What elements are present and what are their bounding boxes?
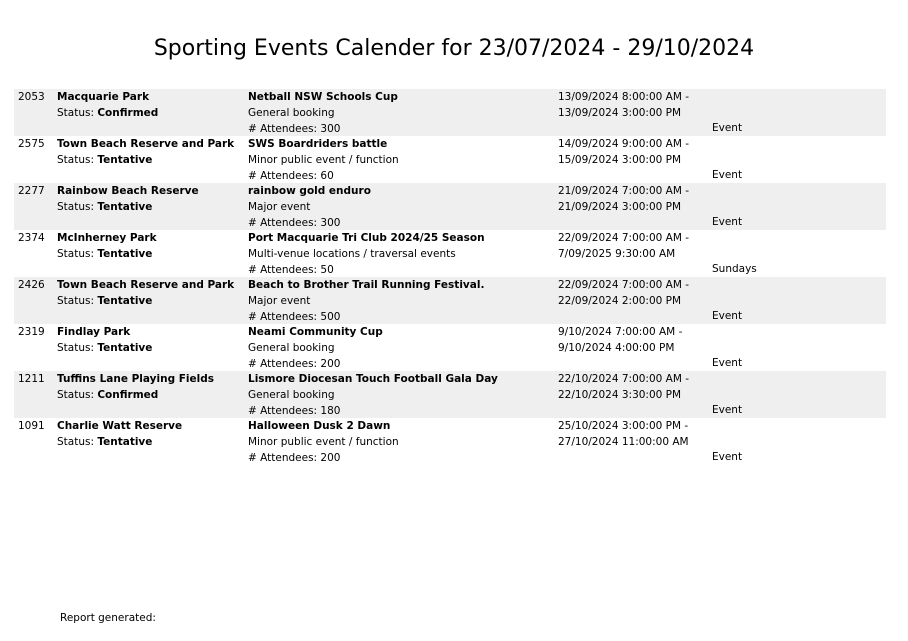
event-type: Event <box>712 122 743 134</box>
venue-name: Rainbow Beach Reserve <box>57 185 199 197</box>
start-datetime: 21/09/2024 7:00:00 AM - <box>558 185 690 197</box>
status-label: Status: <box>57 389 94 401</box>
start-datetime: 22/10/2024 7:00:00 AM - <box>558 373 690 385</box>
status-line <box>57 246 157 262</box>
event-id: 2575 <box>18 138 45 150</box>
attendees-label: # Attendees: <box>248 311 318 323</box>
status-line <box>57 340 152 356</box>
end-datetime: 15/09/2024 3:00:00 PM <box>558 154 682 166</box>
venue-cell <box>57 89 158 121</box>
attendees-line <box>248 262 485 278</box>
report-generated-footer: Report generated: <box>60 612 156 624</box>
event-type: Event <box>712 451 743 463</box>
event-id: 2374 <box>18 232 45 244</box>
attendees-label: # Attendees: <box>248 217 318 229</box>
status-label: Status: <box>57 154 94 166</box>
event-name: Netball NSW Schools Cup <box>248 91 398 103</box>
status-value: Confirmed <box>97 107 159 119</box>
status-label: Status: <box>57 295 94 307</box>
event-row <box>14 418 886 465</box>
event-type: Event <box>712 169 743 181</box>
event-name: Halloween Dusk 2 Dawn <box>248 420 391 432</box>
event-id: 2319 <box>18 326 45 338</box>
attendees-label: # Attendees: <box>248 405 318 417</box>
attendees-line <box>248 215 371 231</box>
status-label: Status: <box>57 248 94 260</box>
status-label: Status: <box>57 201 94 213</box>
attendees-value: 200 <box>320 452 341 464</box>
event-name: SWS Boardriders battle <box>248 138 388 150</box>
end-datetime: 22/10/2024 3:30:00 PM <box>558 389 682 401</box>
attendees-line <box>248 168 399 184</box>
event-cell <box>248 418 399 466</box>
venue-cell <box>57 418 182 450</box>
attendees-value: 200 <box>320 358 341 370</box>
report-title: Sporting Events Calender for 23/07/2024 - 29/10/2024 <box>153 36 755 61</box>
status-line <box>57 293 234 309</box>
event-cell <box>248 277 484 325</box>
event-name: Lismore Diocesan Touch Football Gala Day <box>248 373 498 385</box>
attendees-label: # Attendees: <box>248 170 318 182</box>
venue-cell <box>57 371 214 403</box>
start-datetime: 22/09/2024 7:00:00 AM - <box>558 232 690 244</box>
attendees-line <box>248 121 398 137</box>
date-cell <box>558 136 689 168</box>
date-cell <box>558 324 682 356</box>
event-id: 2426 <box>18 279 45 291</box>
status-line <box>57 434 182 450</box>
event-row <box>14 277 886 324</box>
status-value: Tentative <box>97 154 153 166</box>
date-cell <box>558 183 689 215</box>
event-type: Event <box>712 404 743 416</box>
venue-name: Charlie Watt Reserve <box>57 420 183 432</box>
event-category: Major event <box>248 295 311 307</box>
status-line <box>57 105 158 121</box>
attendees-value: 300 <box>320 123 341 135</box>
attendees-value: 60 <box>320 170 334 182</box>
end-datetime: 9/10/2024 4:00:00 PM <box>558 342 675 354</box>
event-category: Minor public event / function <box>248 436 399 448</box>
event-cell <box>248 371 498 419</box>
event-category: General booking <box>248 107 335 119</box>
status-value: Tentative <box>97 295 153 307</box>
start-datetime: 25/10/2024 3:00:00 PM - <box>558 420 689 432</box>
end-datetime: 22/09/2024 2:00:00 PM <box>558 295 682 307</box>
event-category: General booking <box>248 342 335 354</box>
events-table <box>14 89 886 465</box>
attendees-label: # Attendees: <box>248 358 318 370</box>
attendees-line <box>248 450 399 466</box>
venue-cell <box>57 230 157 262</box>
attendees-value: 180 <box>320 405 341 417</box>
venue-cell <box>57 183 199 215</box>
attendees-line <box>248 403 498 419</box>
start-datetime: 22/09/2024 7:00:00 AM - <box>558 279 690 291</box>
event-row <box>14 183 886 230</box>
event-name: rainbow gold enduro <box>248 185 371 197</box>
event-name: Port Macquarie Tri Club 2024/25 Season <box>248 232 485 244</box>
status-line <box>57 152 234 168</box>
status-value: Tentative <box>97 342 153 354</box>
venue-name: Town Beach Reserve and Park <box>57 279 235 291</box>
start-datetime: 14/09/2024 9:00:00 AM - <box>558 138 690 150</box>
attendees-label: # Attendees: <box>248 264 318 276</box>
status-value: Tentative <box>97 436 153 448</box>
date-cell <box>558 277 689 309</box>
event-cell <box>248 183 371 231</box>
event-row <box>14 324 886 371</box>
event-id: 2277 <box>18 185 45 197</box>
event-cell <box>248 136 399 184</box>
status-label: Status: <box>57 436 94 448</box>
venue-name: Town Beach Reserve and Park <box>57 138 235 150</box>
event-row <box>14 89 886 136</box>
event-type: Event <box>712 310 743 322</box>
attendees-value: 50 <box>320 264 334 276</box>
venue-cell <box>57 324 152 356</box>
event-row <box>14 136 886 183</box>
status-value: Tentative <box>97 248 153 260</box>
event-cell <box>248 230 485 278</box>
attendees-value: 300 <box>320 217 341 229</box>
event-id: 1211 <box>18 373 45 385</box>
event-name: Neami Community Cup <box>248 326 383 338</box>
event-cell <box>248 89 398 137</box>
status-line <box>57 387 214 403</box>
date-cell <box>558 230 689 262</box>
event-row <box>14 230 886 277</box>
date-cell <box>558 89 689 121</box>
attendees-line <box>248 309 484 325</box>
start-datetime: 9/10/2024 7:00:00 AM - <box>558 326 683 338</box>
venue-cell <box>57 277 234 309</box>
event-category: Multi-venue locations / traversal events <box>248 248 456 260</box>
event-id: 1091 <box>18 420 45 432</box>
event-row <box>14 371 886 418</box>
status-value: Tentative <box>97 201 153 213</box>
event-cell <box>248 324 383 372</box>
venue-name: Macquarie Park <box>57 91 150 103</box>
date-cell <box>558 371 689 403</box>
status-line <box>57 199 199 215</box>
attendees-value: 500 <box>320 311 341 323</box>
event-category: Minor public event / function <box>248 154 399 166</box>
event-type: Event <box>712 357 743 369</box>
event-category: General booking <box>248 389 335 401</box>
end-datetime: 13/09/2024 3:00:00 PM <box>558 107 682 119</box>
venue-name: Findlay Park <box>57 326 131 338</box>
attendees-line <box>248 356 383 372</box>
status-label: Status: <box>57 107 94 119</box>
attendees-label: # Attendees: <box>248 123 318 135</box>
venue-name: McInherney Park <box>57 232 157 244</box>
event-name: Beach to Brother Trail Running Festival. <box>248 279 485 291</box>
status-label: Status: <box>57 342 94 354</box>
event-category: Major event <box>248 201 311 213</box>
event-id: 2053 <box>18 91 45 103</box>
end-datetime: 21/09/2024 3:00:00 PM <box>558 201 682 213</box>
venue-name: Tuffins Lane Playing Fields <box>57 373 215 385</box>
status-value: Confirmed <box>97 389 159 401</box>
date-cell <box>558 418 689 450</box>
event-type: Event <box>712 216 743 228</box>
attendees-label: # Attendees: <box>248 452 318 464</box>
event-type: Sundays <box>712 263 757 275</box>
venue-cell <box>57 136 234 168</box>
start-datetime: 13/09/2024 8:00:00 AM - <box>558 91 690 103</box>
end-datetime: 27/10/2024 11:00:00 AM <box>558 436 689 448</box>
end-datetime: 7/09/2025 9:30:00 AM <box>558 248 676 260</box>
